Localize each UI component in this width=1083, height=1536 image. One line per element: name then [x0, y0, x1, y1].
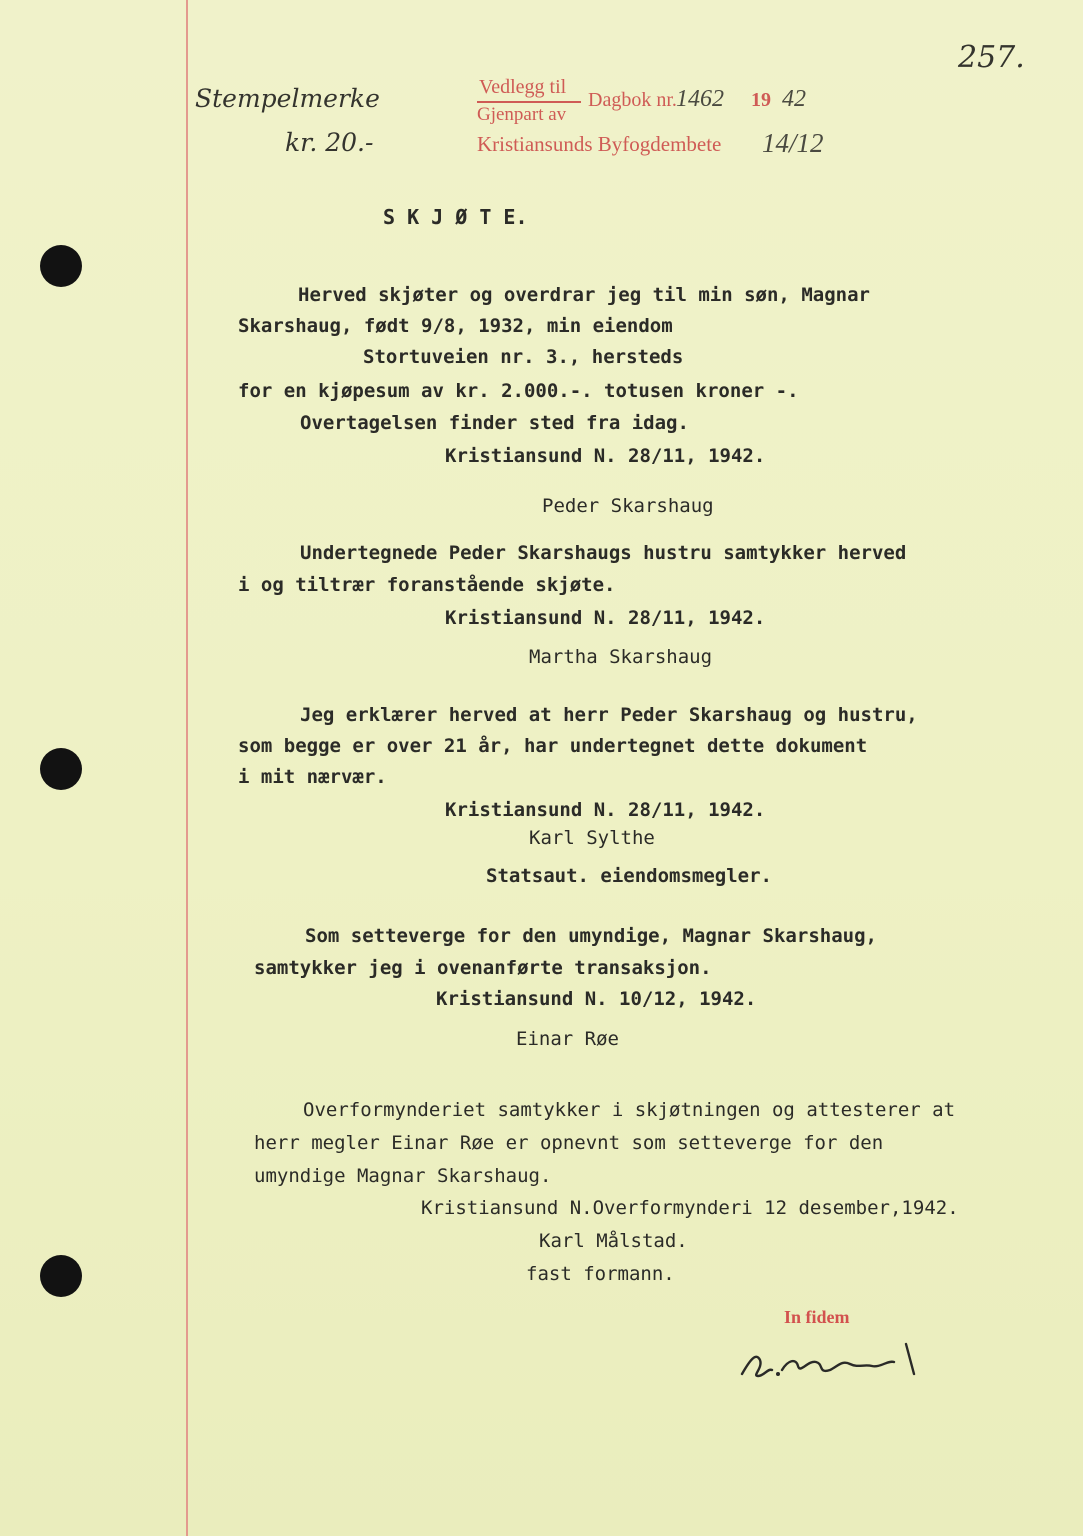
stamp-office: Kristiansunds Byfogdembete — [477, 132, 722, 156]
signature-peder: Peder Skarshaug — [542, 495, 714, 517]
para5-line1: Overformynderiet samtykker i skjøtningen og attesterer at — [303, 1099, 956, 1121]
handwritten-signature — [738, 1330, 928, 1390]
punch-hole-top — [40, 245, 82, 287]
para4-line1: Som setteverge for den umyndige, Magnar Skarshaug, — [305, 925, 877, 947]
para3-line3: i mit nærvær. — [238, 766, 387, 788]
deed-title: S K J Ø T E. — [383, 205, 528, 229]
stamp-year-suffix: 42 — [782, 86, 806, 112]
stamp-divider — [477, 101, 581, 103]
signature-karl-sylthe: Karl Sylthe — [529, 827, 655, 849]
stamp-gjenpart: Gjenpart av — [477, 104, 567, 125]
stamp-dagbok-number: 1462 — [676, 86, 724, 112]
para1-line5: Overtagelsen finder sted fra idag. — [300, 412, 689, 434]
para5-line3: umyndige Magnar Skarshaug. — [254, 1165, 552, 1187]
signature-karl-malstad: Karl Målstad. — [539, 1230, 688, 1252]
para3-line1: Jeg erklærer herved at herr Peder Skarshaug og hustru, — [300, 704, 918, 726]
para3-line2: som begge er over 21 år, har undertegnet dette dokument — [238, 735, 868, 757]
page-number: 257. — [958, 40, 1025, 75]
stamp-vedlegg: Vedlegg til — [479, 76, 567, 98]
punch-hole-middle — [40, 748, 82, 790]
para1-line2: Skarshaug, født 9/8, 1932, min eiendom — [238, 315, 673, 337]
stamp-dagbok-label: Dagbok nr. — [588, 89, 677, 111]
para1-line1: Herved skjøter og overdrar jeg til min søn, Magnar — [298, 284, 870, 306]
para2-line1: Undertegnede Peder Skarshaugs hustru samtykker herved — [300, 542, 907, 564]
para5-date: Kristiansund N.Overformynderi 12 desember,1942. — [421, 1197, 959, 1219]
para5-line2: herr megler Einar Røe er opnevnt som setteverge for den — [254, 1132, 884, 1154]
title-eiendomsmegler: Statsaut. eiendomsmegler. — [486, 865, 772, 887]
signature-einar: Einar Røe — [516, 1028, 619, 1050]
stamp-date: 14/12 — [762, 128, 824, 158]
stamp-year-prefix: 19 — [751, 89, 771, 111]
para2-line2: i og tiltrær foranstående skjøte. — [238, 574, 616, 596]
para1-line3: Stortuveien nr. 3., hersteds — [363, 346, 684, 368]
in-fidem-stamp: In fidem — [784, 1307, 850, 1327]
title-formann: fast formann. — [526, 1263, 675, 1285]
signature-martha: Martha Skarshaug — [529, 646, 713, 668]
para1-line4: for en kjøpesum av kr. 2.000.-. totusen kroner -. — [238, 380, 799, 402]
margin-line — [186, 0, 188, 1536]
para2-date: Kristiansund N. 28/11, 1942. — [445, 607, 766, 629]
stamp-duty-note: Stempelmerke — [195, 84, 380, 113]
punch-hole-bottom — [40, 1255, 82, 1297]
para4-line2: samtykker jeg i ovenanførte transaksjon. — [254, 957, 712, 979]
para4-date: Kristiansund N. 10/12, 1942. — [436, 988, 757, 1010]
para1-date: Kristiansund N. 28/11, 1942. — [445, 445, 766, 467]
para3-date: Kristiansund N. 28/11, 1942. — [445, 799, 766, 821]
stamp-duty-amount: kr. 20.- — [285, 128, 374, 157]
